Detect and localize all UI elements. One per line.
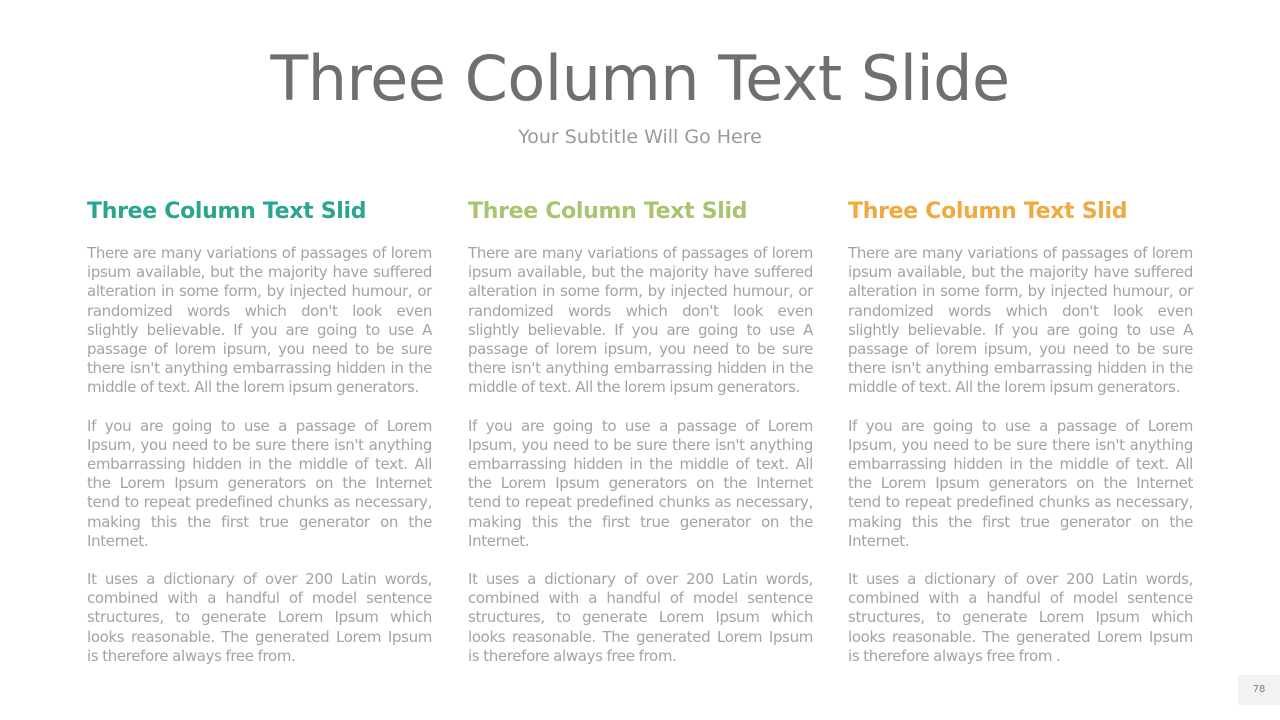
column-paragraph: There are many variations of passages of lorem ipsum available, but the majority have suffered alteration in some form, by injected humour, or randomized words which don't look even slightly believable. If you are going to use A passage of lorem ipsum, you need to be sure there isn't anything embarrassing hidden in the middle of text. All the lorem ipsum generators.: [848, 244, 1193, 397]
column-paragraph: It uses a dictionary of over 200 Latin words, combined with a handful of model sentence structures, to generate Lorem Ipsum which looks reasonable. The generated Lorem Ipsum is therefore always free from.: [87, 570, 432, 665]
page-number: 78: [1238, 675, 1280, 705]
column-body: [87, 244, 432, 666]
column-paragraph: It uses a dictionary of over 200 Latin words, combined with a handful of model sentence structures, to generate Lorem Ipsum which looks reasonable. The generated Lorem Ipsum is therefore always free from .: [848, 570, 1193, 665]
column-paragraph: If you are going to use a passage of Lorem Ipsum, you need to be sure there isn't anything embarrassing hidden in the middle of text. All the Lorem Ipsum generators on the Internet tend to repeat predefined chunks as necessary, making this the first true generator on the Internet.: [87, 416, 432, 550]
text-column-2: [468, 198, 813, 685]
column-heading: Three Column Text Slid: [87, 199, 367, 224]
column-paragraph: There are many variations of passages of lorem ipsum available, but the majority have suffered alteration in some form, by injected humour, or randomized words which don't look even slightly believable. If you are going to use A passage of lorem ipsum, you need to be sure there isn't anything embarrassing hidden in the middle of text. All the lorem ipsum generators.: [87, 244, 432, 397]
column-body: [848, 244, 1193, 666]
column-paragraph: If you are going to use a passage of Lorem Ipsum, you need to be sure there isn't anything embarrassing hidden in the middle of text. All the Lorem Ipsum generators on the Internet tend to repeat predefined chunks as necessary, making this the first true generator on the Internet.: [468, 416, 813, 550]
column-body: [468, 244, 813, 666]
column-heading: Three Column Text Slid: [468, 199, 748, 224]
column-heading: Three Column Text Slid: [848, 199, 1128, 224]
text-column-3: [848, 198, 1193, 685]
column-paragraph: It uses a dictionary of over 200 Latin words, combined with a handful of model sentence structures, to generate Lorem Ipsum which looks reasonable. The generated Lorem Ipsum is therefore always free from.: [468, 570, 813, 665]
column-paragraph: There are many variations of passages of lorem ipsum available, but the majority have suffered alteration in some form, by injected humour, or randomized words which don't look even slightly believable. If you are going to use A passage of lorem ipsum, you need to be sure there isn't anything embarrassing hidden in the middle of text. All the lorem ipsum generators.: [468, 244, 813, 397]
column-paragraph: If you are going to use a passage of Lorem Ipsum, you need to be sure there isn't anything embarrassing hidden in the middle of text. All the Lorem Ipsum generators on the Internet tend to repeat predefined chunks as necessary, making this the first true generator on the Internet.: [848, 416, 1193, 550]
slide-title: Three Column Text Slide: [270, 42, 1010, 115]
text-column-1: [87, 198, 432, 685]
slide-subtitle: Your Subtitle Will Go Here: [518, 126, 762, 148]
